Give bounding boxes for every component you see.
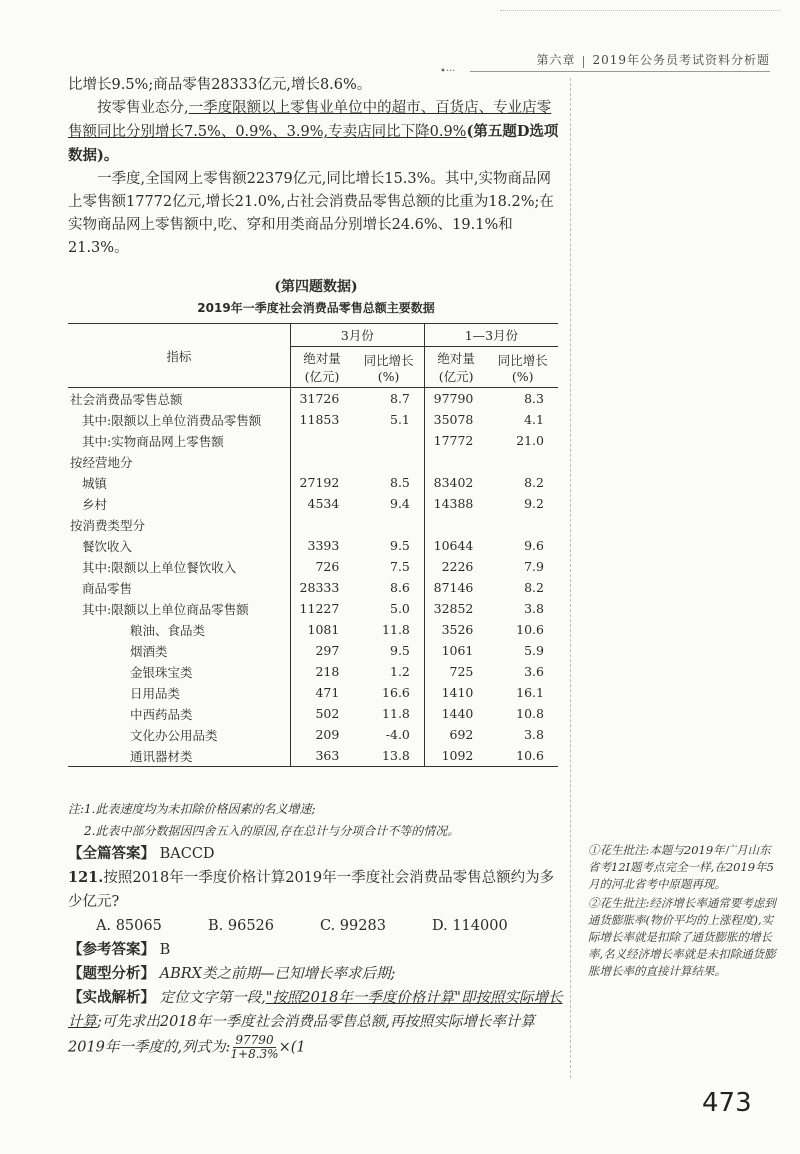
month-yoy-value: 5.0 (390, 601, 410, 616)
quarter-yoy-value: 9.6 (524, 538, 544, 553)
month-yoy-value (353, 514, 424, 535)
body-text (68, 74, 564, 260)
option-b: B. 96526 (208, 918, 275, 934)
table-title: 2019年一季度社会消费品零售总额主要数据 (197, 301, 435, 315)
quarter-yoy-value: 10.6 (516, 622, 544, 637)
month-yoy-value: 11.8 (382, 622, 410, 637)
group-month-header: 3月份 (290, 324, 424, 347)
table-row (68, 451, 558, 472)
table-row (68, 388, 558, 410)
table-row (68, 745, 558, 767)
header-chapter: 第六章 (536, 53, 576, 67)
row-indicator: 商品零售 (82, 580, 133, 596)
quarter-abs-value: 725 (424, 661, 487, 682)
answer-options (68, 914, 564, 938)
month-yoy-value: 1.2 (390, 664, 410, 679)
paragraph-2 (68, 97, 564, 168)
row-indicator: 其中:限额以上单位餐饮收入 (82, 559, 237, 575)
paragraph-1: 比增长9.5%;商品零售28333亿元,增长8.6%。 (68, 77, 372, 93)
table-row (68, 535, 558, 556)
month-yoy-value: 11.8 (382, 706, 410, 721)
p2-tail: (第五题D选项数据)。 (68, 123, 559, 164)
indicator-header: 指标 (68, 324, 290, 388)
p2-underlined: 一季度限额以上零售业单位中的超市、百货店、专业店零售额同比分别增长7.5%、0.9%、3.9%,专卖店同比下降0.9% (68, 100, 552, 140)
row-indicator: 其中:限额以上单位消费品零售额 (82, 412, 262, 428)
table-row (68, 472, 558, 493)
quarter-abs-value: 692 (424, 724, 487, 745)
row-indicator: 餐饮收入 (82, 538, 133, 554)
quarter-yoy-value: 4.1 (524, 412, 544, 427)
quarter-abs-value: 3526 (424, 619, 487, 640)
quarter-abs-value (424, 451, 487, 472)
month-abs-value: 1081 (290, 619, 353, 640)
row-indicator: 按经营地分 (70, 454, 133, 470)
table-row (68, 640, 558, 661)
month-abs-value: 471 (290, 682, 353, 703)
month-abs-value: 11227 (290, 598, 353, 619)
table-row (68, 619, 558, 640)
quarter-yoy-value: 21.0 (516, 433, 544, 448)
data-table (68, 323, 558, 767)
table-row (68, 703, 558, 724)
quarter-yoy-value: 10.6 (487, 745, 558, 767)
month-abs-value: 726 (290, 556, 353, 577)
month-yoy-value: 9.4 (390, 496, 410, 511)
table-row (68, 556, 558, 577)
question-type: 【题型分析】 ABRX类之前期—已知增长率求后期; (68, 965, 396, 982)
row-indicator: 文化办公用品类 (130, 727, 218, 743)
quarter-abs-value: 1061 (424, 640, 487, 661)
row-indicator: 粮油、食品类 (130, 622, 206, 638)
table-row (68, 514, 558, 535)
p2-lead: 按零售业态分, (97, 100, 189, 116)
table-row (68, 409, 558, 430)
quarter-abs-value (424, 514, 487, 535)
month-yoy-value: 8.7 (390, 391, 410, 406)
month-yoy-value: -4.0 (385, 727, 410, 742)
quarter-abs-value: 14388 (424, 493, 487, 514)
quarter-yoy-value (487, 514, 558, 535)
quarter-yoy-value: 9.2 (524, 496, 544, 511)
solution: 【实战解析】 定位文字第一段,"按照2018年一季度价格计算"即按照实际增长计算;可先求出2018年一季度社会消费品零售总额,再按照实际增长率计算2019年一季度的,列式为: $\frac{97790}{1+8.3\%}$ ×(1 (68, 989, 563, 1061)
reference-answer: 【参考答案】 B (68, 941, 171, 958)
note-1: 注:1.此表速度均为未扣除价格因素的名义增速; (68, 802, 316, 816)
month-abs-value: 3393 (290, 535, 353, 556)
table-row (68, 493, 558, 514)
paragraph-3: 一季度,全国网上零售额22379亿元,同比增长15.3%。其中,实物商品网上零售额17772亿元,增长21.0%,占社会消费品零售总额的比重为18.2%;在实物商品网上零售额中,吃、穿和用类商品分别增长24.6%、19.1%和21.3%。 (68, 171, 554, 256)
table-notes (68, 798, 568, 842)
month-yoy-value: 8.5 (390, 475, 410, 490)
month-yoy-value: 9.5 (390, 643, 410, 658)
month-yoy-value: 13.8 (353, 745, 424, 767)
quarter-yoy-value: 16.1 (516, 685, 544, 700)
quarter-abs-value: 32852 (424, 598, 487, 619)
row-indicator: 日用品类 (130, 685, 181, 701)
month-abs-value (290, 451, 353, 472)
month-abs-value: 27192 (290, 472, 353, 493)
quarter-abs-value: 83402 (424, 472, 487, 493)
option-a: A. 85065 (96, 918, 162, 934)
header-ornament: •··· (440, 66, 456, 77)
table-row (68, 598, 558, 619)
col-quarter-yoy: 同比增长 (%) (487, 347, 558, 388)
quarter-abs-value: 1092 (424, 745, 487, 767)
row-indicator: 金银珠宝类 (130, 664, 193, 680)
month-yoy-value: 7.5 (390, 559, 410, 574)
month-abs-value: 297 (290, 640, 353, 661)
quarter-yoy-value: 7.9 (524, 559, 544, 574)
quarter-yoy-value: 8.2 (524, 475, 544, 490)
month-abs-value: 4534 (290, 493, 353, 514)
month-abs-value: 11853 (290, 409, 353, 430)
row-indicator: 乡村 (82, 496, 108, 512)
quarter-yoy-value (487, 451, 558, 472)
row-indicator: 其中:限额以上单位商品零售额 (82, 601, 249, 617)
month-abs-value (290, 514, 353, 535)
running-header (470, 40, 770, 72)
quarter-yoy-value: 8.2 (524, 580, 544, 595)
table-row (68, 577, 558, 598)
row-indicator: 社会消费品零售总额 (70, 391, 183, 407)
col-month-abs: 绝对量 (亿元) (290, 347, 353, 388)
quarter-yoy-value: 3.6 (524, 664, 544, 679)
group-quarter-header: 1—3月份 (424, 324, 558, 347)
month-abs-value: 28333 (290, 577, 353, 598)
annotation-1: ①花生批注:本题与2019年广月山东省考12I题考点完全一样,在2019年5月的河北省考中原题再现。 (588, 843, 774, 891)
month-yoy-value: 5.1 (390, 412, 410, 427)
row-indicator: 中西药品类 (130, 706, 193, 722)
all-answers: 【全篇答案】 BACCD (68, 845, 215, 862)
quarter-yoy-value: 10.8 (516, 706, 544, 721)
quarter-yoy-value: 8.3 (524, 391, 544, 406)
formula-fraction: $\frac{97790}{1+8.3\%}$ (230, 1033, 279, 1061)
month-abs-value: 218 (290, 661, 353, 682)
row-indicator: 按消费类型分 (70, 517, 146, 533)
month-abs-value: 363 (290, 745, 353, 767)
month-abs-value (290, 430, 353, 451)
month-abs-value: 209 (290, 724, 353, 745)
month-yoy-value: 16.6 (382, 685, 410, 700)
annotation-2: ②花生批注:经济增长率通常要考虑到通货膨胀率(物价平均的上涨程度),实际增长率就是扣除了通货膨胀的增长率,名义经济增长率就是未扣除通货膨胀增长率的直接计算结果。 (588, 896, 776, 978)
row-indicator: 其中:实物商品网上零售额 (82, 433, 224, 449)
month-yoy-value: 9.5 (390, 538, 410, 553)
option-d: D. 114000 (432, 918, 508, 934)
month-yoy-value (353, 451, 424, 472)
page-number: 473 (702, 1088, 752, 1118)
option-c: C. 99283 (320, 918, 386, 934)
quarter-yoy-value: 5.9 (524, 643, 544, 658)
month-yoy-value (353, 430, 424, 451)
quarter-abs-value: 10644 (424, 535, 487, 556)
month-abs-value: 502 (290, 703, 353, 724)
header-title: 2019年公务员考试资料分析题 (592, 53, 770, 67)
side-annotations (588, 842, 778, 982)
quarter-abs-value: 87146 (424, 577, 487, 598)
question-block (68, 842, 564, 1061)
quarter-abs-value: 2226 (424, 556, 487, 577)
col-quarter-abs: 绝对量 (亿元) (424, 347, 487, 388)
table-row (68, 430, 558, 451)
header-separator (583, 56, 584, 68)
quarter-yoy-value: 3.8 (524, 601, 544, 616)
quarter-abs-value: 35078 (424, 409, 487, 430)
note-2: 2.此表中部分数据因四舍五入的原因,存在总计与分项合计不等的情况。 (84, 824, 460, 838)
row-indicator: 通讯器材类 (68, 745, 290, 767)
question-121: 121.按照2018年一季度价格计算2019年一季度社会消费品零售总额约为多少亿元? (68, 869, 555, 910)
row-indicator: 城镇 (82, 475, 108, 491)
month-yoy-value: 8.6 (390, 580, 410, 595)
row-indicator: 烟酒类 (130, 643, 168, 659)
col-month-yoy: 同比增长 (%) (353, 347, 424, 388)
table-heading: (第四题数据) (274, 279, 358, 295)
table-row (68, 682, 558, 703)
month-abs-value: 31726 (290, 388, 353, 410)
quarter-abs-value: 1410 (424, 682, 487, 703)
quarter-abs-value: 17772 (424, 430, 487, 451)
margin-rule (570, 78, 571, 1078)
top-dotted-line (500, 10, 780, 11)
quarter-abs-value: 1440 (424, 703, 487, 724)
table-row (68, 661, 558, 682)
quarter-yoy-value: 3.8 (524, 727, 544, 742)
quarter-abs-value: 97790 (424, 388, 487, 410)
table-row (68, 724, 558, 745)
